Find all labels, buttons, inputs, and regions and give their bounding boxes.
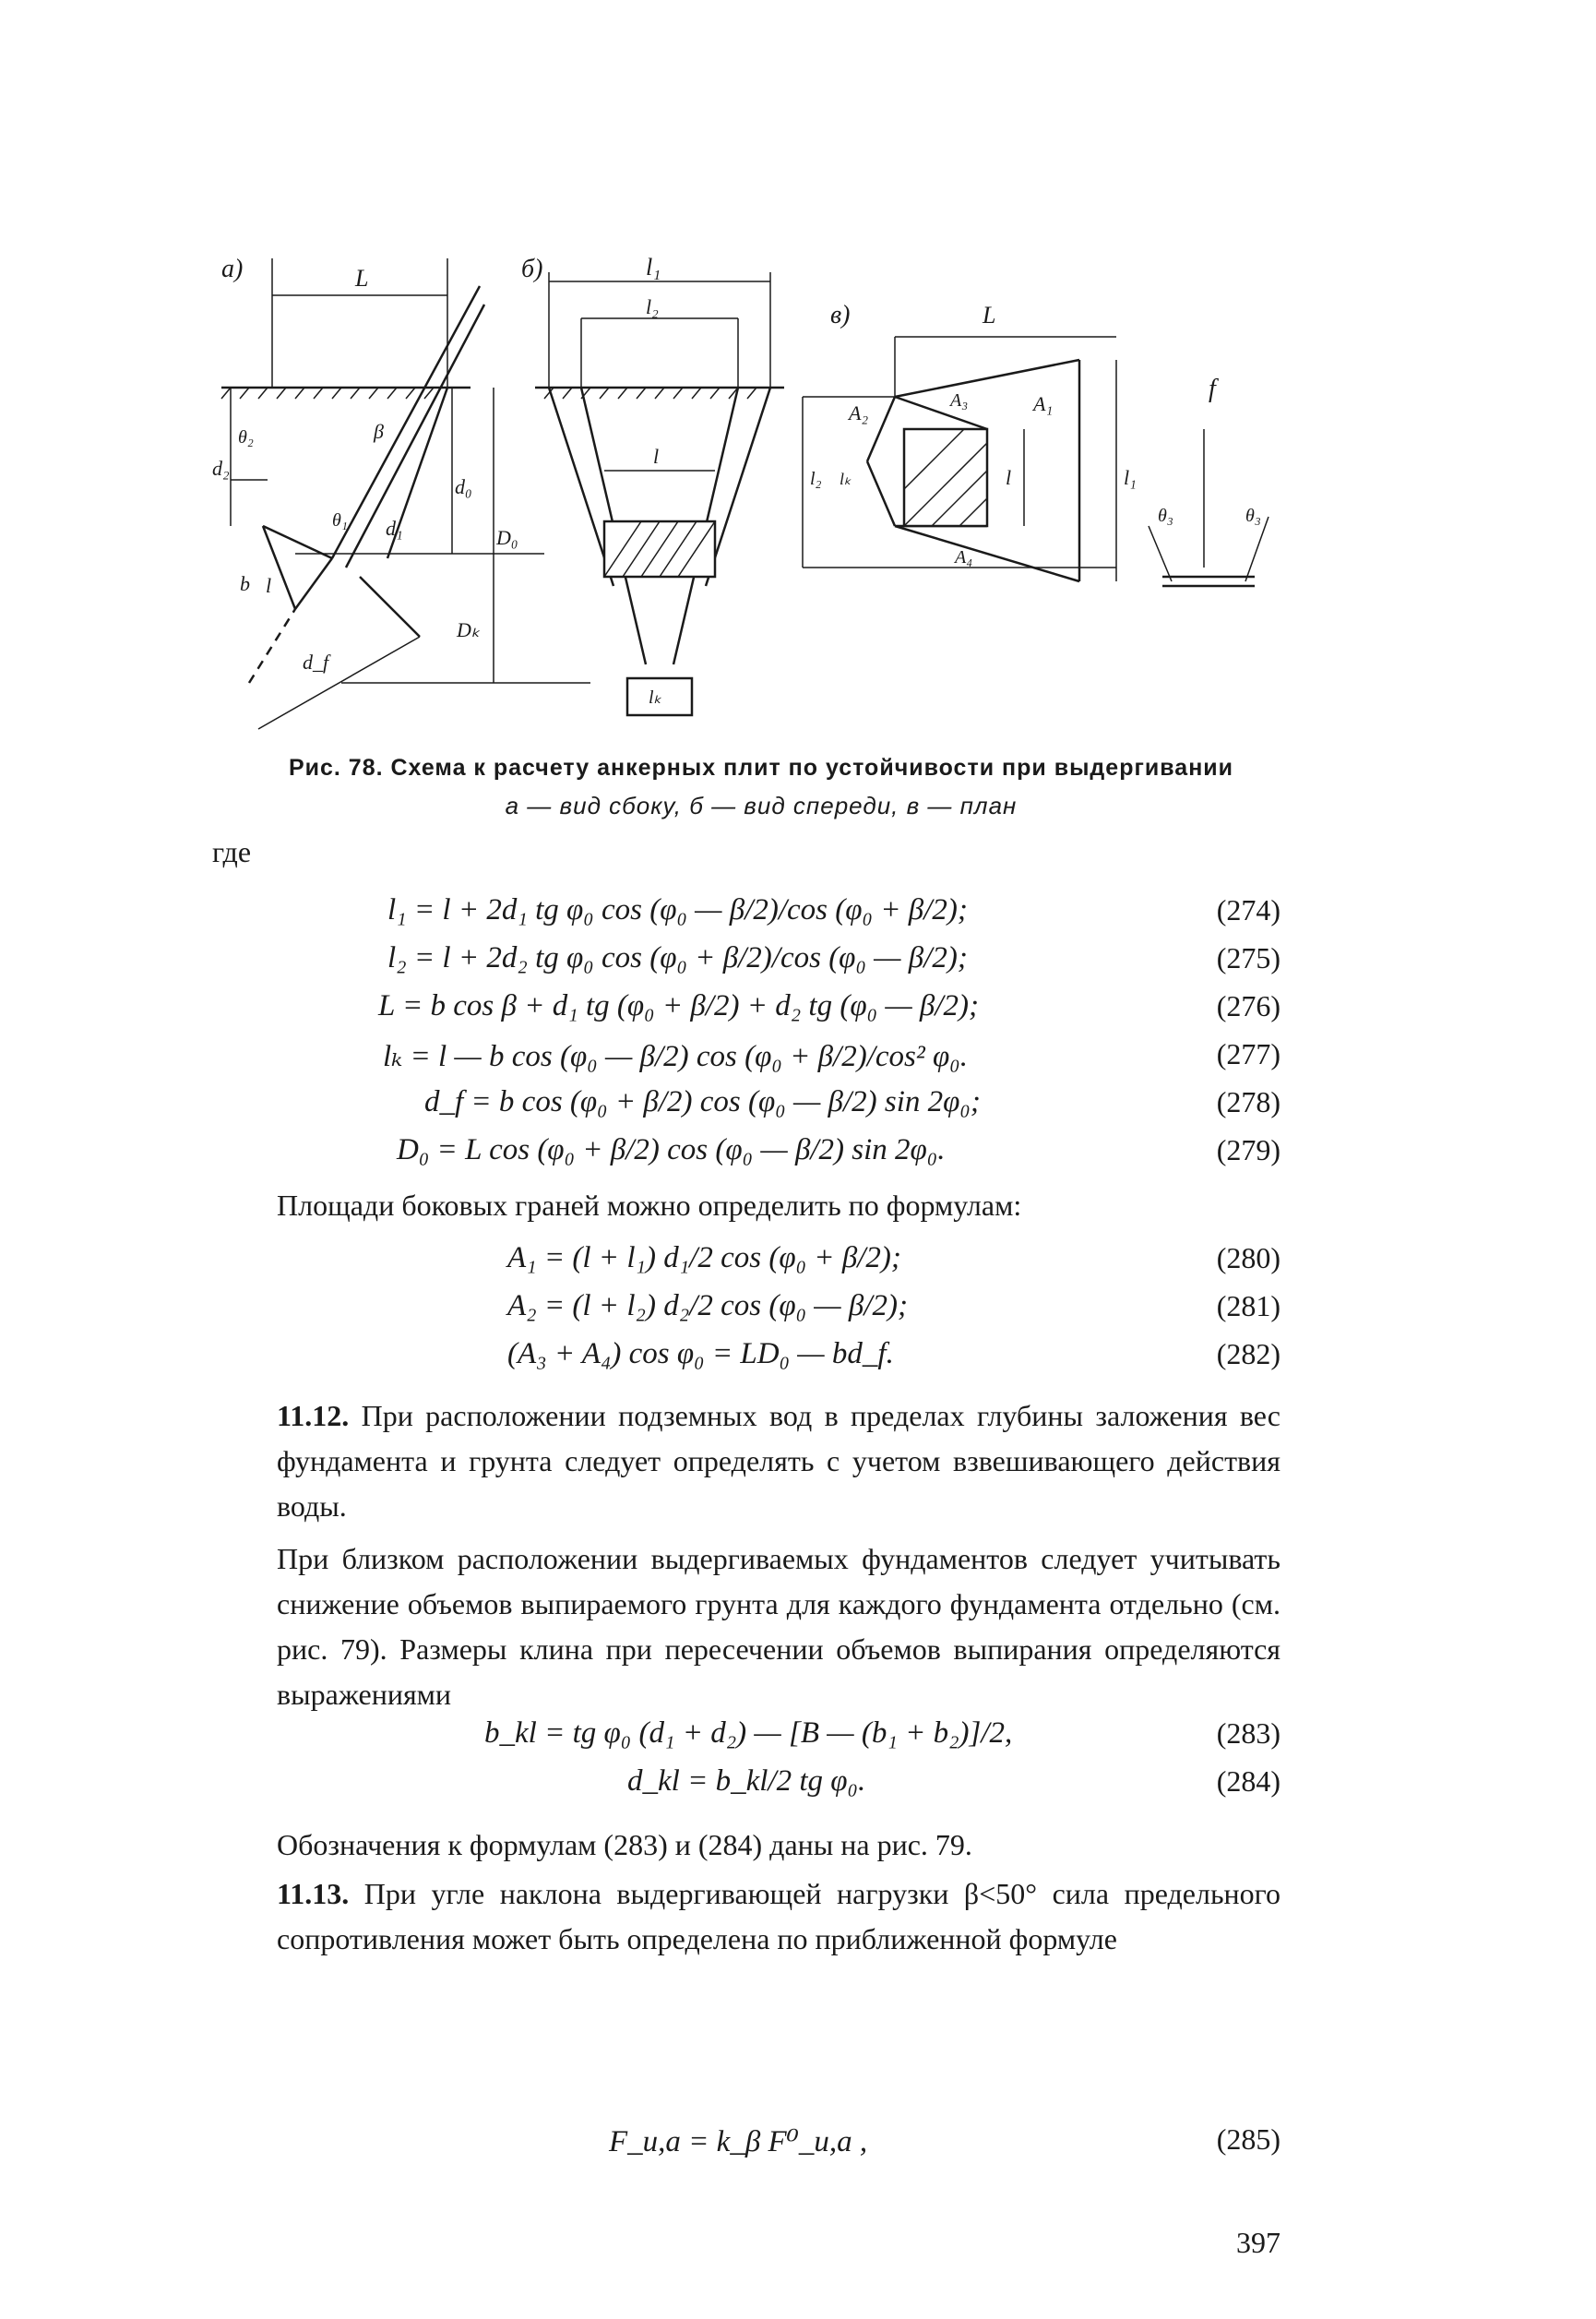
fig-a-d0: d₀ <box>455 475 472 498</box>
fig-b-l2: l₂ <box>646 295 659 318</box>
equation-number-281: (281) <box>1216 1289 1280 1322</box>
fig-v-L: L <box>983 302 996 329</box>
section-number-11-13: 11.13. <box>277 1877 350 1910</box>
equation-number-282: (282) <box>1216 1337 1280 1370</box>
paragraph-notation: Обозначения к формулам (283) и (284) даны на рис. 79. <box>277 1828 972 1861</box>
areas-intro: Площади боковых граней можно определить по формулам: <box>277 1189 1022 1222</box>
fig-a-l: l <box>266 574 272 597</box>
fig-v-lk: lₖ <box>840 470 852 488</box>
paragraph-11-12 <box>277 1393 1280 1529</box>
equation-number-283: (283) <box>1216 1716 1280 1750</box>
figure-78-drawing <box>194 249 1338 747</box>
fig-a-Dk: Dₖ <box>457 618 481 641</box>
page-number: 397 <box>1236 2226 1280 2259</box>
fig-a-df: d_f <box>303 651 329 674</box>
figure-caption-title: Рис. 78. Схема к расчету анкерных плит по устойчивости при выдергивании <box>288 755 1234 781</box>
equation-285: F_u,a = k_β F⁰_u,a , <box>609 2125 868 2158</box>
equation-281: A₂ = (l + l₂) d₂/2 cos (φ₀ — β/2); <box>507 1289 908 1322</box>
fig-a-b: b <box>240 572 250 595</box>
fig-b-l: l <box>653 445 660 468</box>
equation-282: (A₃ + A₄) cos φ₀ = LD₀ — bd_f. <box>507 1337 894 1370</box>
fig-a-theta1: θ₁ <box>332 510 348 531</box>
fig-label-a: а) <box>221 255 244 283</box>
equation-number-278: (278) <box>1216 1085 1280 1118</box>
fig-v-l2: l₂ <box>810 469 822 489</box>
fig-v-l1: l₁ <box>1124 466 1137 489</box>
equation-284: d_kl = b_kl/2 tg φ₀. <box>627 1764 866 1798</box>
fig-f-theta3b: θ₃ <box>1245 506 1261 526</box>
fig-label-v: в) <box>830 301 851 329</box>
paragraph-11-13-text: При угле наклона выдергивающей нагрузки β<50° сила предельного сопротивления может быть определена по приближенной формуле <box>277 1877 1281 1955</box>
equation-278: d_f = b cos (φ₀ + β/2) cos (φ₀ — β/2) sin 2φ₀; <box>424 1085 981 1118</box>
fig-f-theta3a: θ₃ <box>1158 506 1173 526</box>
figure-78 <box>194 249 1338 752</box>
fig-v-l: l <box>1006 466 1012 489</box>
fig-label-b: б) <box>521 255 543 283</box>
fig-b-lk: lₖ <box>649 687 662 708</box>
equation-283: b_kl = tg φ₀ (d₁ + d₂) — [B — (b₁ + b₂)]/2, <box>484 1716 1013 1750</box>
equation-279: D₀ = L cos (φ₀ + β/2) cos (φ₀ — β/2) sin 2φ₀. <box>397 1133 946 1166</box>
equation-277: lₖ = l — b cos (φ₀ — β/2) cos (φ₀ + β/2)/cos² φ₀. <box>383 1040 968 1073</box>
equation-number-277: (277) <box>1216 1037 1280 1070</box>
fig-a-beta: β <box>374 420 384 443</box>
fig-label-f: f <box>1209 375 1216 403</box>
equation-number-274: (274) <box>1216 893 1280 926</box>
fig-b-l1: l₁ <box>646 254 661 281</box>
equation-276: L = b cos β + d₁ tg (φ₀ + β/2) + d₂ tg (φ₀ — β/2); <box>378 989 979 1022</box>
equation-number-285: (285) <box>1216 2122 1280 2156</box>
fig-a-d1: d₁ <box>386 517 403 540</box>
equation-number-276: (276) <box>1216 989 1280 1022</box>
fig-v-A1: A₁ <box>1033 392 1054 415</box>
paragraph-11-13 <box>277 1871 1280 1962</box>
equation-274: l₁ = l + 2d₁ tg φ₀ cos (φ₀ — β/2)/cos (φ₀ + β/2); <box>387 893 968 926</box>
where-word: где <box>212 835 252 868</box>
fig-a-theta2: θ₂ <box>238 427 254 448</box>
fig-a-L: L <box>355 265 369 292</box>
equation-number-279: (279) <box>1216 1133 1280 1166</box>
figure-caption-legend: а — вид сбоку, б — вид спереди, в — план <box>505 792 1018 819</box>
equation-280: A₁ = (l + l₁) d₁/2 cos (φ₀ + β/2); <box>507 1241 901 1274</box>
fig-v-A4: A₄ <box>955 547 973 568</box>
fig-a-D0: D₀ <box>496 526 518 549</box>
paragraph-close-foundations: При близком расположении выдергиваемых фундаментов следует учитывать снижение объемов выпираемого грунта для каждого фундамента отдельно (см. рис. 79). Размеры клина при пересечении объемов выпирания определяются выражениями <box>277 1542 1280 1711</box>
equation-number-284: (284) <box>1216 1764 1280 1798</box>
fig-v-A2: A₂ <box>849 401 869 424</box>
fig-a-d2: d₂ <box>212 457 230 480</box>
equation-number-275: (275) <box>1216 941 1280 974</box>
equation-number-280: (280) <box>1216 1241 1280 1274</box>
paragraph-11-12-text: При расположении подземных вод в пределах глубины заложения вес фундамента и грунта следует определять с учетом взвешивающего действия воды. <box>277 1399 1281 1523</box>
section-number-11-12: 11.12. <box>277 1399 350 1432</box>
equation-275: l₂ = l + 2d₂ tg φ₀ cos (φ₀ + β/2)/cos (φ₀ — β/2); <box>387 941 968 974</box>
fig-v-A3: A₃ <box>950 390 969 411</box>
